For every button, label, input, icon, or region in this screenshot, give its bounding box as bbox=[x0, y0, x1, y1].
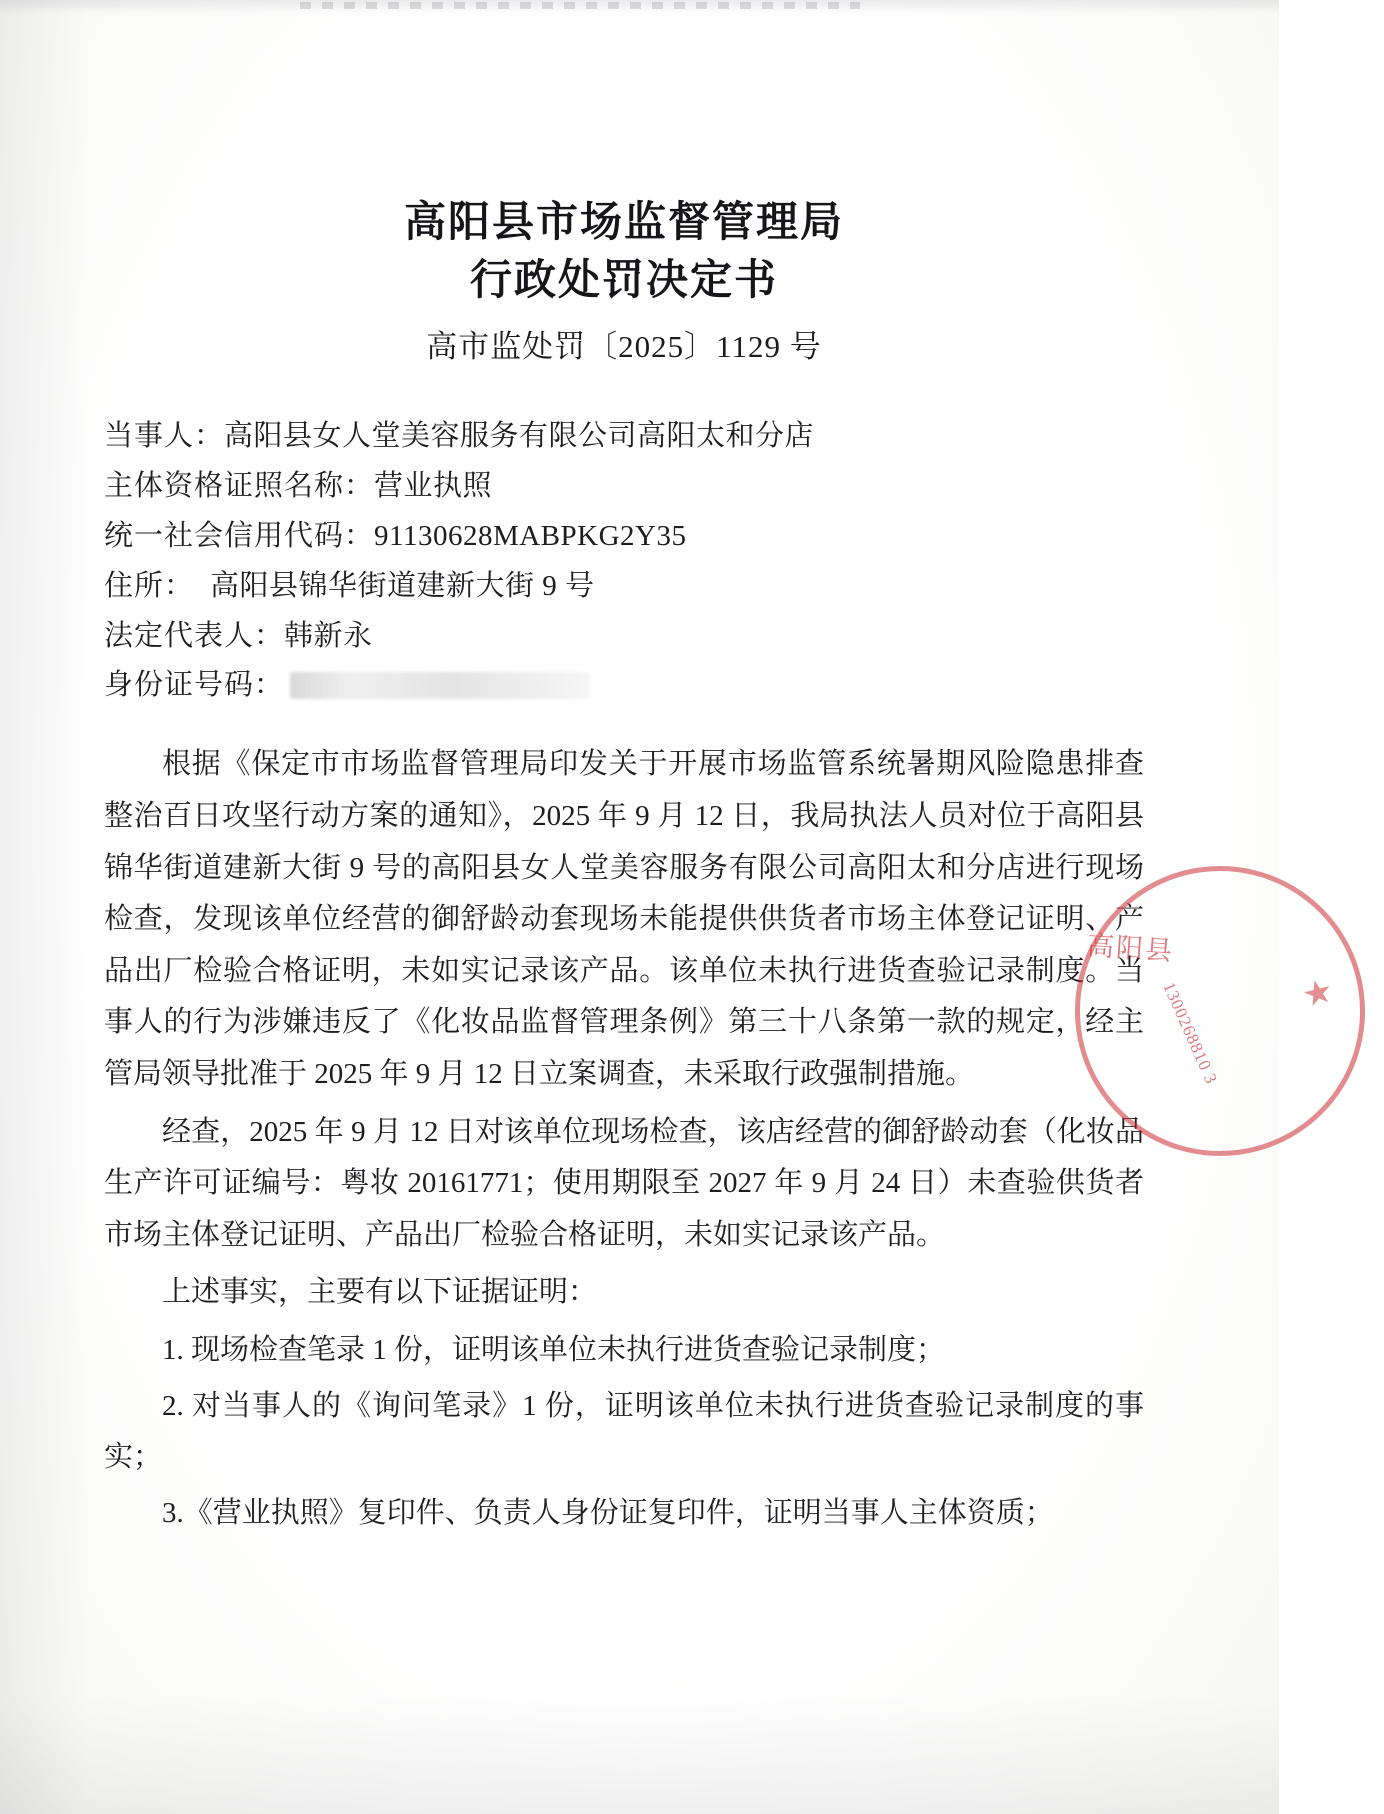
evidence-item-2: 2. 对当事人的《询问笔录》1 份，证明该单位未执行进货查验记录制度的事实； bbox=[104, 1389, 1144, 1474]
scan-left-shadow bbox=[0, 0, 90, 1814]
party-row-id-number bbox=[104, 661, 1144, 711]
title-block bbox=[104, 0, 1144, 366]
seal-number: 1300268810 3 bbox=[1159, 979, 1222, 1088]
license-value: 营业执照 bbox=[374, 469, 493, 502]
document-body bbox=[104, 739, 1144, 1539]
credit-code-value: 91130628MABPKG2Y35 bbox=[374, 519, 687, 552]
legal-rep-value: 韩新永 bbox=[284, 619, 373, 652]
party-row-legal-rep bbox=[104, 612, 1144, 662]
credit-code-label: 统一社会信用代码： bbox=[104, 519, 375, 552]
license-label: 主体资格证照名称： bbox=[104, 469, 375, 502]
id-number-redaction bbox=[290, 672, 590, 699]
seal-text: 高阳县 bbox=[1086, 930, 1175, 968]
scan-bottom-shadow bbox=[0, 1694, 1279, 1814]
party-row-address bbox=[104, 562, 1144, 612]
address-label: 住所： bbox=[104, 569, 195, 602]
page-title-agency: 高阳县市场监督管理局 bbox=[403, 197, 844, 246]
evidence-item-1: 1. 现场检查笔录 1 份，证明该单位未执行进货查验记录制度； bbox=[162, 1334, 946, 1367]
party-name-label: 当事人： bbox=[104, 420, 225, 453]
party-name-value: 高阳县女人堂美容服务有限公司高阳太和分店 bbox=[224, 420, 815, 453]
id-number-label: 身份证号码： bbox=[104, 669, 285, 702]
legal-rep-label: 法定代表人： bbox=[104, 619, 285, 652]
party-row-name bbox=[104, 412, 1144, 462]
paragraph-findings: 经查，2025 年 9 月 12 日对该单位现场检查，该店经营的御舒龄动套（化妆品生产许可证编号：粤妆 20161771；使用期限至 2027 年 9 月 24 日）未查验供货者市场主体登记证明、产品出厂检验合格证明，未如实记录该产品。 bbox=[104, 1115, 1144, 1251]
document-number: 高市监处罚〔2025〕1129 号 bbox=[426, 329, 822, 365]
paragraph-investigation-basis: 根据《保定市市场监督管理局印发关于开展市场监管系统暑期风险隐患排查整治百日攻坚行动方案的通知》，2025 年 9 月 12 日，我局执法人员对位于高阳县锦华街道建新大街 9 号的高阳县女人堂美容服务有限公司高阳太和分店进行现场检查，发现该单位经营的御舒龄动套现场未能提供供货者市场主体登记证明、产品出厂检验合格证明，未如实记录该产品。该单位未执行进货查验记录制度。当事人的行为涉嫌违反了《化妆品监督管理条例》第三十八条第一款的规定，经主管局领导批准于 2025 年 9 月 12 日立案调查，未采取行政强制措施。 bbox=[104, 748, 1144, 1090]
page-title-document-type: 行政处罚决定书 bbox=[469, 254, 778, 304]
party-row-license bbox=[104, 462, 1144, 512]
party-row-credit-code bbox=[104, 512, 1144, 562]
evidence-item-3: 3.《营业执照》复印件、负责人身份证复印件，证明当事人主体资质； bbox=[162, 1496, 1054, 1529]
document-content bbox=[104, 0, 1144, 1543]
seal-star-icon: ★ bbox=[1298, 972, 1337, 1016]
party-info-block bbox=[104, 412, 1144, 711]
evidence-intro: 上述事实，主要有以下证据证明： bbox=[162, 1276, 598, 1309]
address-value: 高阳县锦华街道建新大街 9 号 bbox=[210, 569, 595, 602]
